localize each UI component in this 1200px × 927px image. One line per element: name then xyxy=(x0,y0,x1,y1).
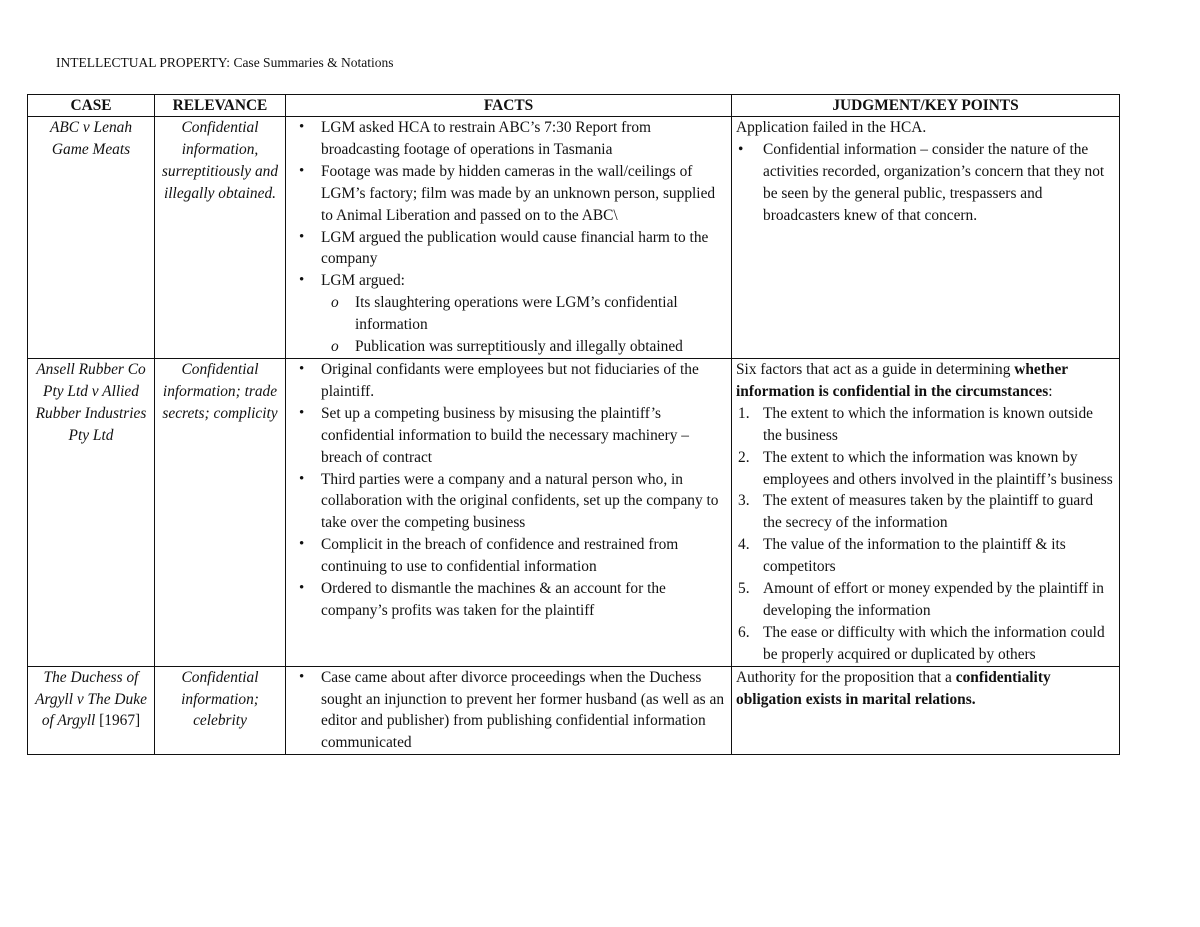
fact-item: • Third parties were a company and a natural person who, in collaboration with the original confidents, set up the company to take over the competing business xyxy=(290,469,727,535)
fact-item: • Case came about after divorce proceedings when the Duchess sought an injunction to prevent her former husband (as well as an editor and publisher) from publishing confidential information communicated xyxy=(290,667,727,755)
fact-item: • Footage was made by hidden cameras in the wall/ceilings of LGM’s factory; film was made by an unknown person, supplied to Animal Liberation and passed on to the ABC\ xyxy=(290,161,727,227)
case-year: [1967] xyxy=(99,712,141,730)
factor-item: 3. The extent of measures taken by the plaintiff to guard the secrecy of the information xyxy=(738,492,1094,532)
judgment-point: • Confidential information – consider the nature of the activities recorded, organization’s concern that they not be seen by the general public, trespassers and broadcasters knew of that concern. xyxy=(736,139,1115,227)
case-name: ABC v Lenah Game Meats xyxy=(28,117,155,359)
column-header-case: CASE xyxy=(28,95,155,117)
fact-item: • Original confidants were employees but not fiduciaries of the plaintiff. xyxy=(290,359,727,403)
case-name: The Duchess of Argyll v The Duke of Argyll [1967] xyxy=(28,666,155,755)
document-header: INTELLECTUAL PROPERTY: Case Summaries & Notations xyxy=(56,55,394,70)
case-summary-table xyxy=(27,94,1120,755)
confidentiality-factors-list xyxy=(736,403,1115,666)
judgment-cell: Authority for the proposition that a confidentiality obligation exists in marital relations. xyxy=(732,666,1120,755)
fact-subitem: o Its slaughtering operations were LGM’s confidential information xyxy=(321,292,727,336)
relevance-cell: Confidential information; trade secrets; complicity xyxy=(155,358,286,666)
fact-item: • LGM asked HCA to restrain ABC’s 7:30 Report from broadcasting footage of operations in Tasmania xyxy=(290,117,727,161)
case-name: Ansell Rubber Co Pty Ltd v Allied Rubber Industries Pty Ltd xyxy=(28,358,155,666)
factor-item: 2. The extent to which the information was known by employees and others involved in the plaintiff’s business xyxy=(738,448,1113,488)
column-header-judgment: JUDGMENT/KEY POINTS xyxy=(732,95,1120,117)
judgment-emphasis: whether information is confidential in the circumstances xyxy=(736,360,1068,400)
judgment-intro: Six factors that act as a guide in determining whether information is confidential in the circumstances: xyxy=(736,360,1068,400)
fact-item: • Complicit in the breach of confidence and restrained from continuing to use to confidential information xyxy=(290,534,727,578)
judgment-cell xyxy=(732,117,1120,359)
factor-item: 5. Amount of effort or money expended by the plaintiff in developing the information xyxy=(738,580,1104,619)
fact-subitem: o Publication was surreptitiously and illegally obtained xyxy=(321,336,727,358)
facts-cell xyxy=(286,117,732,359)
table-row xyxy=(28,117,1120,359)
relevance-cell: Confidential information; celebrity xyxy=(155,666,286,755)
fact-item: • LGM argued the publication would cause financial harm to the company xyxy=(290,227,727,271)
factor-item: 1. The extent to which the information is known outside the business xyxy=(738,404,1093,444)
column-header-facts: FACTS xyxy=(286,95,732,117)
fact-item: • Ordered to dismantle the machines & an account for the company’s profits was taken for the plaintiff xyxy=(290,578,727,622)
facts-cell xyxy=(286,666,732,755)
relevance-cell: Confidential information, surreptitiously and illegally obtained. xyxy=(155,117,286,359)
table-row xyxy=(28,666,1120,755)
fact-item: • Set up a competing business by misusing the plaintiff’s confidential information to build the necessary machinery – breach of contract xyxy=(290,403,727,469)
factor-item: 4. The value of the information to the plaintiff & its competitors xyxy=(738,536,1066,576)
table-row xyxy=(28,358,1120,666)
fact-item: • LGM argued: o Its slaughtering operations were LGM’s confidential information o Publication was surreptitiously and illegally obtained xyxy=(290,270,727,358)
factor-item: 6. The ease or difficulty with which the information could be properly acquired or duplicated by others xyxy=(738,623,1105,663)
judgment-intro: Application failed in the HCA. xyxy=(736,119,927,136)
judgment-emphasis: confidentiality obligation exists in marital relations. xyxy=(736,668,1051,708)
facts-cell xyxy=(286,358,732,666)
table-header-row xyxy=(28,95,1120,117)
column-header-relevance: RELEVANCE xyxy=(155,95,286,117)
judgment-cell xyxy=(732,358,1120,666)
